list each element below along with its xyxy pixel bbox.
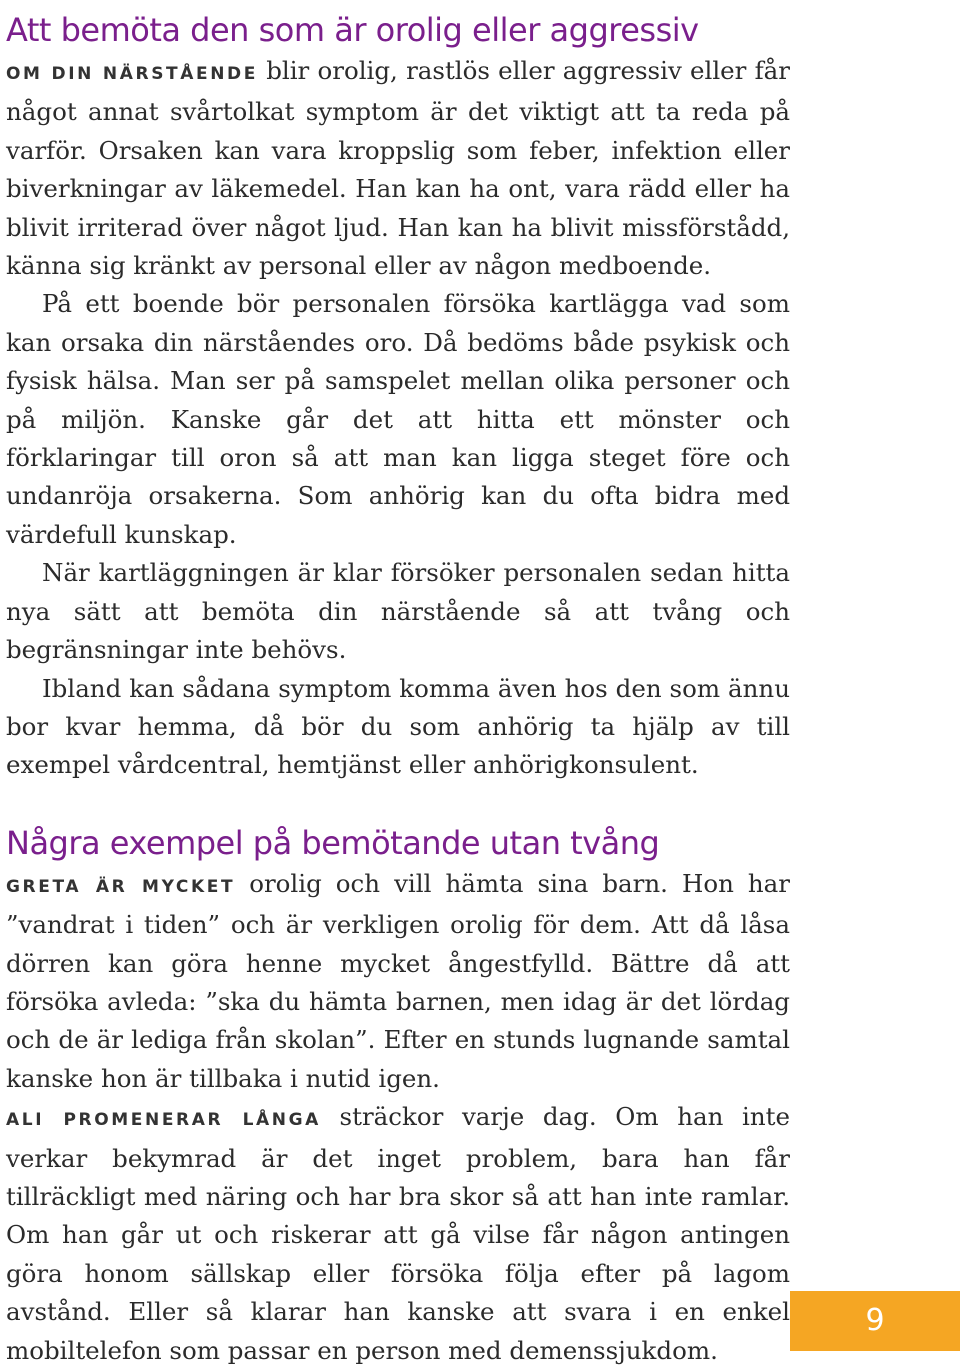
paragraph-text: sträckor varje dag. Om han inte verkar bekymrad är det inget problem, bara han får tillräckligt med näring och har bra skor så att han inte ramlar. Om han går ut och riskerar att gå vilse får någon antingen göra honom sällskap eller försöka följa efter på lagom avstånd. Eller så klarar han kanske att svara i en enkel mobiltelefon som passar en person med demenssjukdom. bbox=[6, 1102, 791, 1365]
document-page bbox=[6, 0, 790, 1370]
paragraph-care-home: På ett boende bör personalen försöka kartlägga vad som kan orsaka din närståendes oro. Då bedöms både psykisk och fysisk hälsa. Man ser på samspelet mellan olika personer och på miljön. Kanske går det att hitta ett mönster och förklaringar till oron så att man kan ligga steget före och undanröja orsakerna. Som anhörig kan du ofta bidra med värdefull kunskap. bbox=[6, 289, 790, 549]
paragraph-text: orolig och vill hämta sina barn. Hon har ”vandrat i tiden” och är verkligen orolig för dem. Att då låsa dörren kan göra henne mycket ångestfylld. Bättre då att försöka avleda: ”ska du hämta barnen, men idag är det lördag och de är lediga från skolan”. Efter en stunds lugnande samtal kanske hon är tillbaka i nutid igen. bbox=[6, 868, 791, 1093]
section-heading-aggressive: Att bemöta den som är orolig eller aggressiv bbox=[6, 11, 699, 49]
paragraph-mapping: När kartläggningen är klar försöker personalen sedan hitta nya sätt att bemöta din närstående så att tvång och begränsningar inte behövs. bbox=[6, 558, 790, 665]
lead-in-text: GRETA ÄR MYCKET bbox=[6, 876, 236, 897]
paragraph-intro bbox=[6, 52, 790, 285]
example-greta bbox=[6, 865, 790, 1098]
section-heading-examples: Några exempel på bemötande utan tvång bbox=[6, 823, 660, 862]
example-ali bbox=[6, 1098, 790, 1370]
paragraph-text: blir orolig, rastlös eller aggressiv eller får något annat svårtolkat symptom är det viktigt att ta reda på varför. Orsaken kan vara kroppslig som feber, infektion eller biverkningar av läkemedel. Han kan ha ont, vara rädd eller ha blivit irriterad över något ljud. Han kan ha blivit missförstådd, känna sig kränkt av personal eller av någon medboende. bbox=[6, 56, 790, 281]
page-number-badge: 9 bbox=[790, 1291, 960, 1351]
lead-in-text: OM DIN NÄRSTÅENDE bbox=[6, 64, 258, 84]
lead-in-text: ALI PROMENERAR LÅNGA bbox=[6, 1110, 321, 1131]
paragraph-at-home: Ibland kan sådana symptom komma även hos den som ännu bor kvar hemma, då bör du som anhörig ta hjälp av till exempel vårdcentral, hemtjänst eller anhörigkonsulent. bbox=[6, 673, 790, 780]
